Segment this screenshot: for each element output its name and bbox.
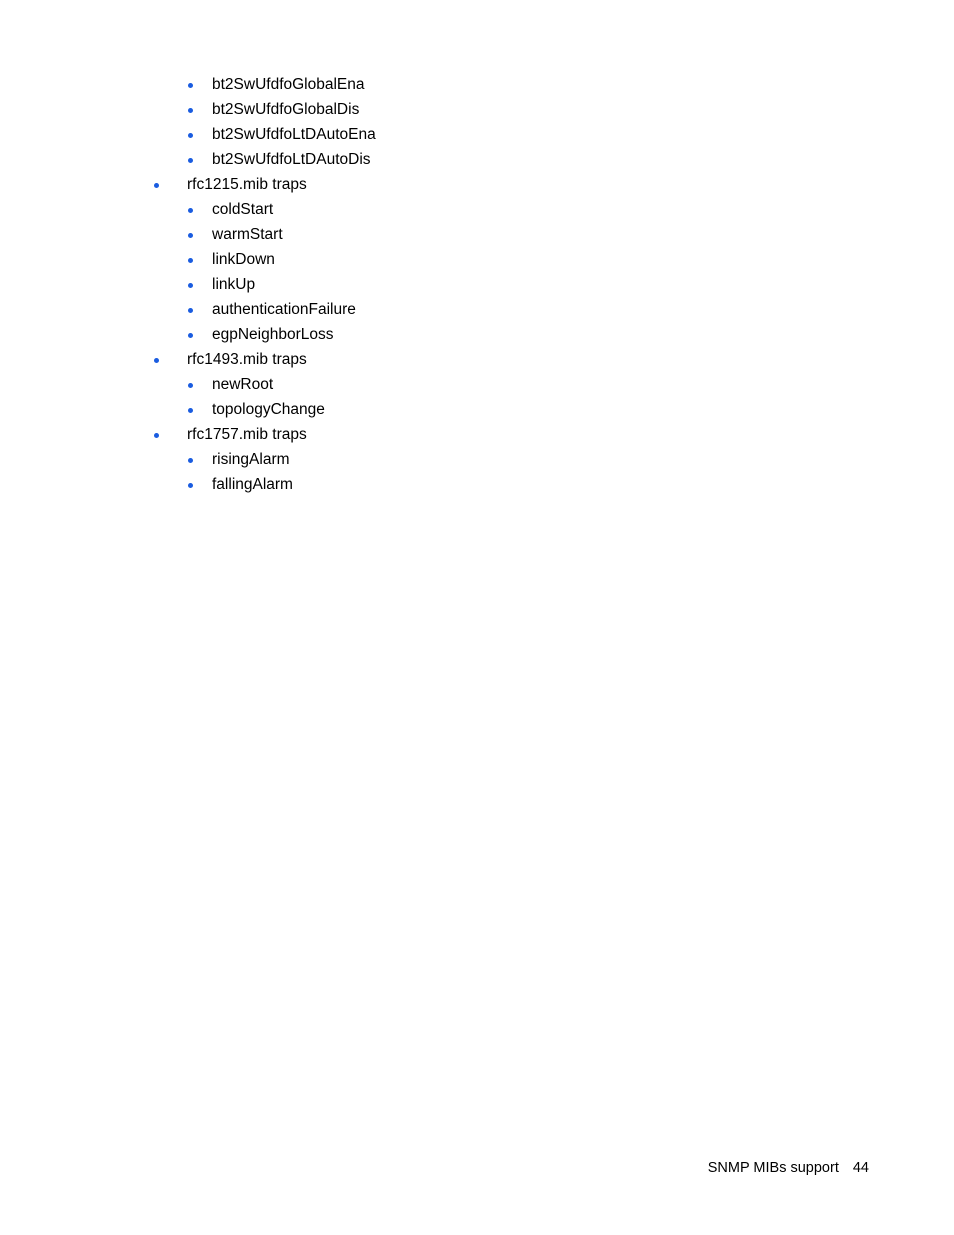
list-item-text: rfc1493.mib traps xyxy=(187,351,307,368)
list-item-text: bt2SwUfdfoGlobalDis xyxy=(212,101,360,118)
list-item-text: bt2SwUfdfoLtDAutoDis xyxy=(212,151,371,168)
bullet-icon xyxy=(154,183,159,188)
list-item xyxy=(0,272,954,297)
bullet-icon xyxy=(188,108,193,113)
bullet-icon xyxy=(154,358,159,363)
bullet-icon xyxy=(188,83,193,88)
list-item xyxy=(0,247,954,272)
list-item-text: warmStart xyxy=(212,226,283,243)
bullet-icon xyxy=(188,208,193,213)
bullet-icon xyxy=(188,158,193,163)
list-item xyxy=(0,447,954,472)
bullet-icon xyxy=(188,408,193,413)
list-item-text: linkUp xyxy=(212,276,256,293)
bullet-icon xyxy=(188,383,193,388)
bullet-icon xyxy=(188,333,193,338)
list-item-text: rfc1215.mib traps xyxy=(187,176,307,193)
list-item xyxy=(0,147,954,172)
bullet-icon xyxy=(188,483,193,488)
bullet-icon xyxy=(154,433,159,438)
list-item-text: topologyChange xyxy=(212,401,325,418)
bullet-icon xyxy=(188,283,193,288)
list-item xyxy=(0,72,954,97)
bullet-icon xyxy=(188,133,193,138)
list-item xyxy=(0,397,954,422)
list-item-text: linkDown xyxy=(212,251,275,268)
page-number: 44 xyxy=(852,1160,869,1176)
bullet-icon xyxy=(188,233,193,238)
footer-section-title: SNMP MIBs support xyxy=(707,1160,839,1176)
list-item-group-heading xyxy=(0,172,954,197)
list-item-text: newRoot xyxy=(212,376,274,393)
list-item xyxy=(0,472,954,497)
list-item-text: bt2SwUfdfoGlobalEna xyxy=(212,76,365,93)
list-item-group-heading xyxy=(0,422,954,447)
list-item xyxy=(0,97,954,122)
list-item xyxy=(0,297,954,322)
bullet-icon xyxy=(188,258,193,263)
list-item xyxy=(0,222,954,247)
list-item-text: risingAlarm xyxy=(212,451,290,468)
list-item-group-heading xyxy=(0,347,954,372)
list-item-text: authenticationFailure xyxy=(212,301,356,318)
list-item xyxy=(0,372,954,397)
bullet-icon xyxy=(188,458,193,463)
list-item-text: egpNeighborLoss xyxy=(212,326,334,343)
list-item-text: rfc1757.mib traps xyxy=(187,426,307,443)
list-item-text: bt2SwUfdfoLtDAutoEna xyxy=(212,126,376,143)
list-item xyxy=(0,122,954,147)
bullet-icon xyxy=(188,308,193,313)
trap-list xyxy=(0,72,954,497)
list-item xyxy=(0,197,954,222)
list-item-text: coldStart xyxy=(212,201,274,218)
list-item xyxy=(0,322,954,347)
page-footer xyxy=(708,1157,869,1179)
list-item-text: fallingAlarm xyxy=(212,476,293,493)
